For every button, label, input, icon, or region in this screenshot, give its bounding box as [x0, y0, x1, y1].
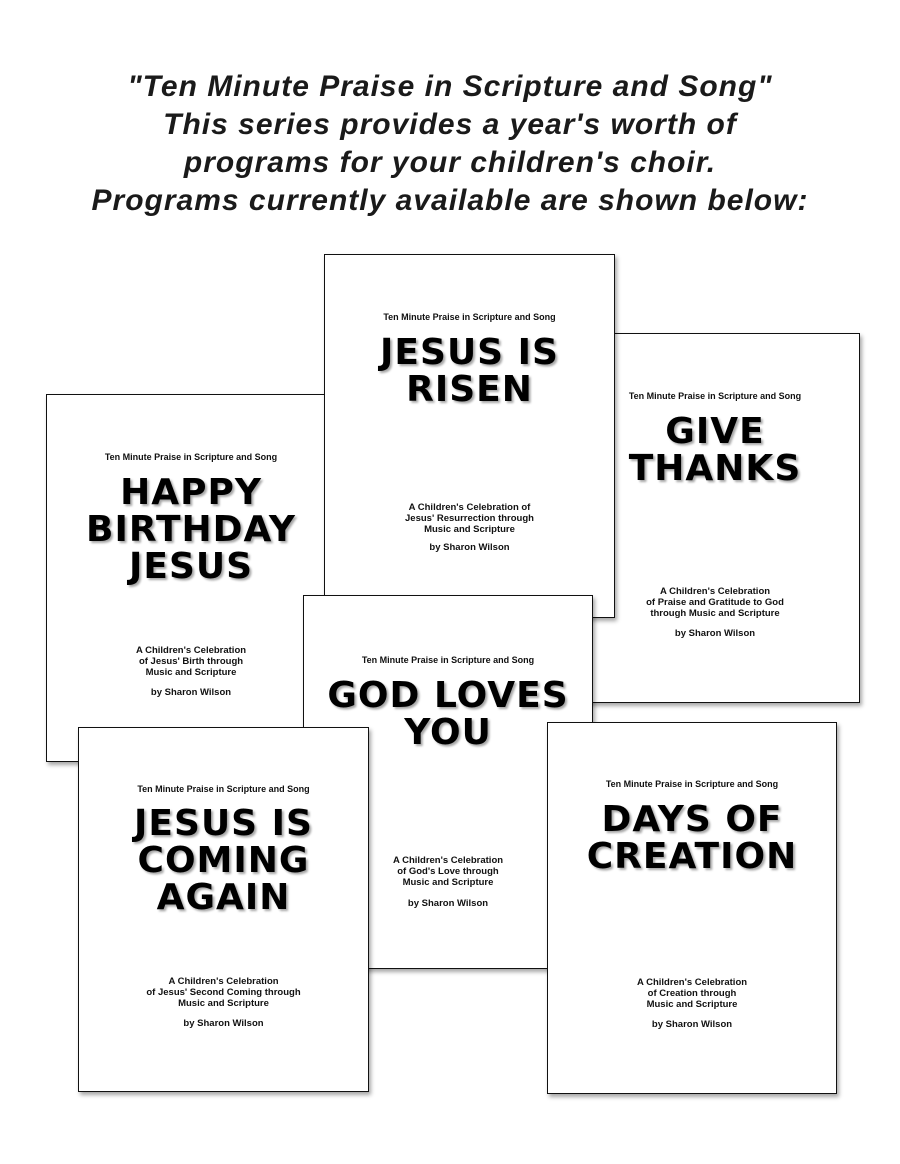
cover-title-line: JESUS IS	[134, 803, 313, 844]
cover-subtitle-line: Music and Scripture	[178, 998, 269, 1009]
cover-subtitle-line: Music and Scripture	[145, 667, 237, 678]
cover-subtitle-line: Music and Scripture	[424, 524, 515, 535]
cover-author: by Sharon Wilson	[429, 542, 510, 553]
cover-series-label: Ten Minute Praise in Scripture and Song	[383, 312, 556, 322]
cover-title-line: COMING	[137, 840, 310, 881]
cover-days-of-creation[interactable]	[547, 722, 837, 1094]
cover-title-line: RISEN	[406, 369, 533, 410]
cover-subtitle-line: Music and Scripture	[402, 877, 494, 888]
cover-subtitle-line: A Children's Celebration	[636, 977, 748, 988]
cover-subtitle-line: A Children's Celebration	[392, 855, 504, 866]
cover-subtitle-line: of Jesus' Birth through	[138, 656, 244, 667]
cover-title-line: JESUS	[128, 546, 254, 587]
cover-title	[325, 334, 614, 408]
cover-subtitle-line: Jesus' Resurrection through	[405, 513, 534, 524]
cover-jesus-is-risen[interactable]	[324, 254, 615, 618]
headline-line: "Ten Minute Praise in Scripture and Song"	[127, 70, 773, 103]
cover-happy-birthday-jesus[interactable]	[46, 394, 336, 762]
cover-title-line: JESUS IS	[380, 332, 559, 373]
cover-subtitle-line: of God's Love through	[397, 866, 499, 877]
cover-jesus-is-coming-again[interactable]	[78, 727, 369, 1092]
cover-series-label: Ten Minute Praise in Scripture and Song	[605, 779, 779, 789]
cover-author: by Sharon Wilson	[651, 1019, 733, 1030]
cover-title	[79, 805, 368, 916]
headline	[0, 68, 900, 220]
cover-subtitle-line: Music and Scripture	[646, 999, 738, 1010]
cover-title-line: HAPPY	[120, 472, 262, 513]
cover-series-label: Ten Minute Praise in Scripture and Song	[628, 391, 802, 401]
headline-line: Programs currently available are shown below:	[91, 184, 809, 217]
cover-series-label: Ten Minute Praise in Scripture and Song	[361, 655, 535, 665]
cover-title-line: THANKS	[628, 448, 802, 489]
cover-subtitle-line: A Children's Celebration	[659, 586, 771, 597]
cover-author: by Sharon Wilson	[183, 1018, 264, 1029]
cover-title	[548, 801, 836, 875]
cover-subtitle-line: A Children's Celebration	[135, 645, 247, 656]
cover-subtitle	[325, 502, 614, 535]
cover-title-line: BIRTHDAY	[86, 509, 296, 550]
cover-title-line: DAYS OF	[601, 799, 783, 840]
cover-title-line: AGAIN	[156, 877, 291, 918]
cover-title-line: YOU	[404, 712, 492, 753]
cover-title-line: GIVE	[665, 411, 765, 452]
cover-series-label: Ten Minute Praise in Scripture and Song	[137, 784, 310, 794]
cover-title-line: CREATION	[586, 836, 798, 877]
cover-subtitle-line: A Children's Celebration	[168, 976, 279, 987]
headline-line: This series provides a year's worth of	[163, 108, 737, 141]
cover-subtitle-line: of Creation through	[647, 988, 737, 999]
cover-subtitle-line: of Jesus' Second Coming through	[146, 987, 301, 998]
cover-author: by Sharon Wilson	[150, 687, 232, 698]
cover-author: by Sharon Wilson	[674, 628, 756, 639]
cover-series-label: Ten Minute Praise in Scripture and Song	[104, 452, 278, 462]
cover-subtitle	[548, 977, 836, 1010]
cover-subtitle-line: through Music and Scripture	[650, 608, 780, 619]
cover-subtitle-line: of Praise and Gratitude to God	[646, 597, 784, 608]
cover-author: by Sharon Wilson	[407, 898, 489, 909]
cover-title-line: GOD LOVES	[327, 675, 569, 716]
cover-subtitle	[79, 976, 368, 1009]
headline-line: programs for your children's choir.	[183, 146, 717, 179]
cover-subtitle	[47, 645, 335, 678]
cover-subtitle-line: A Children's Celebration of	[408, 502, 531, 513]
cover-title	[47, 474, 335, 585]
